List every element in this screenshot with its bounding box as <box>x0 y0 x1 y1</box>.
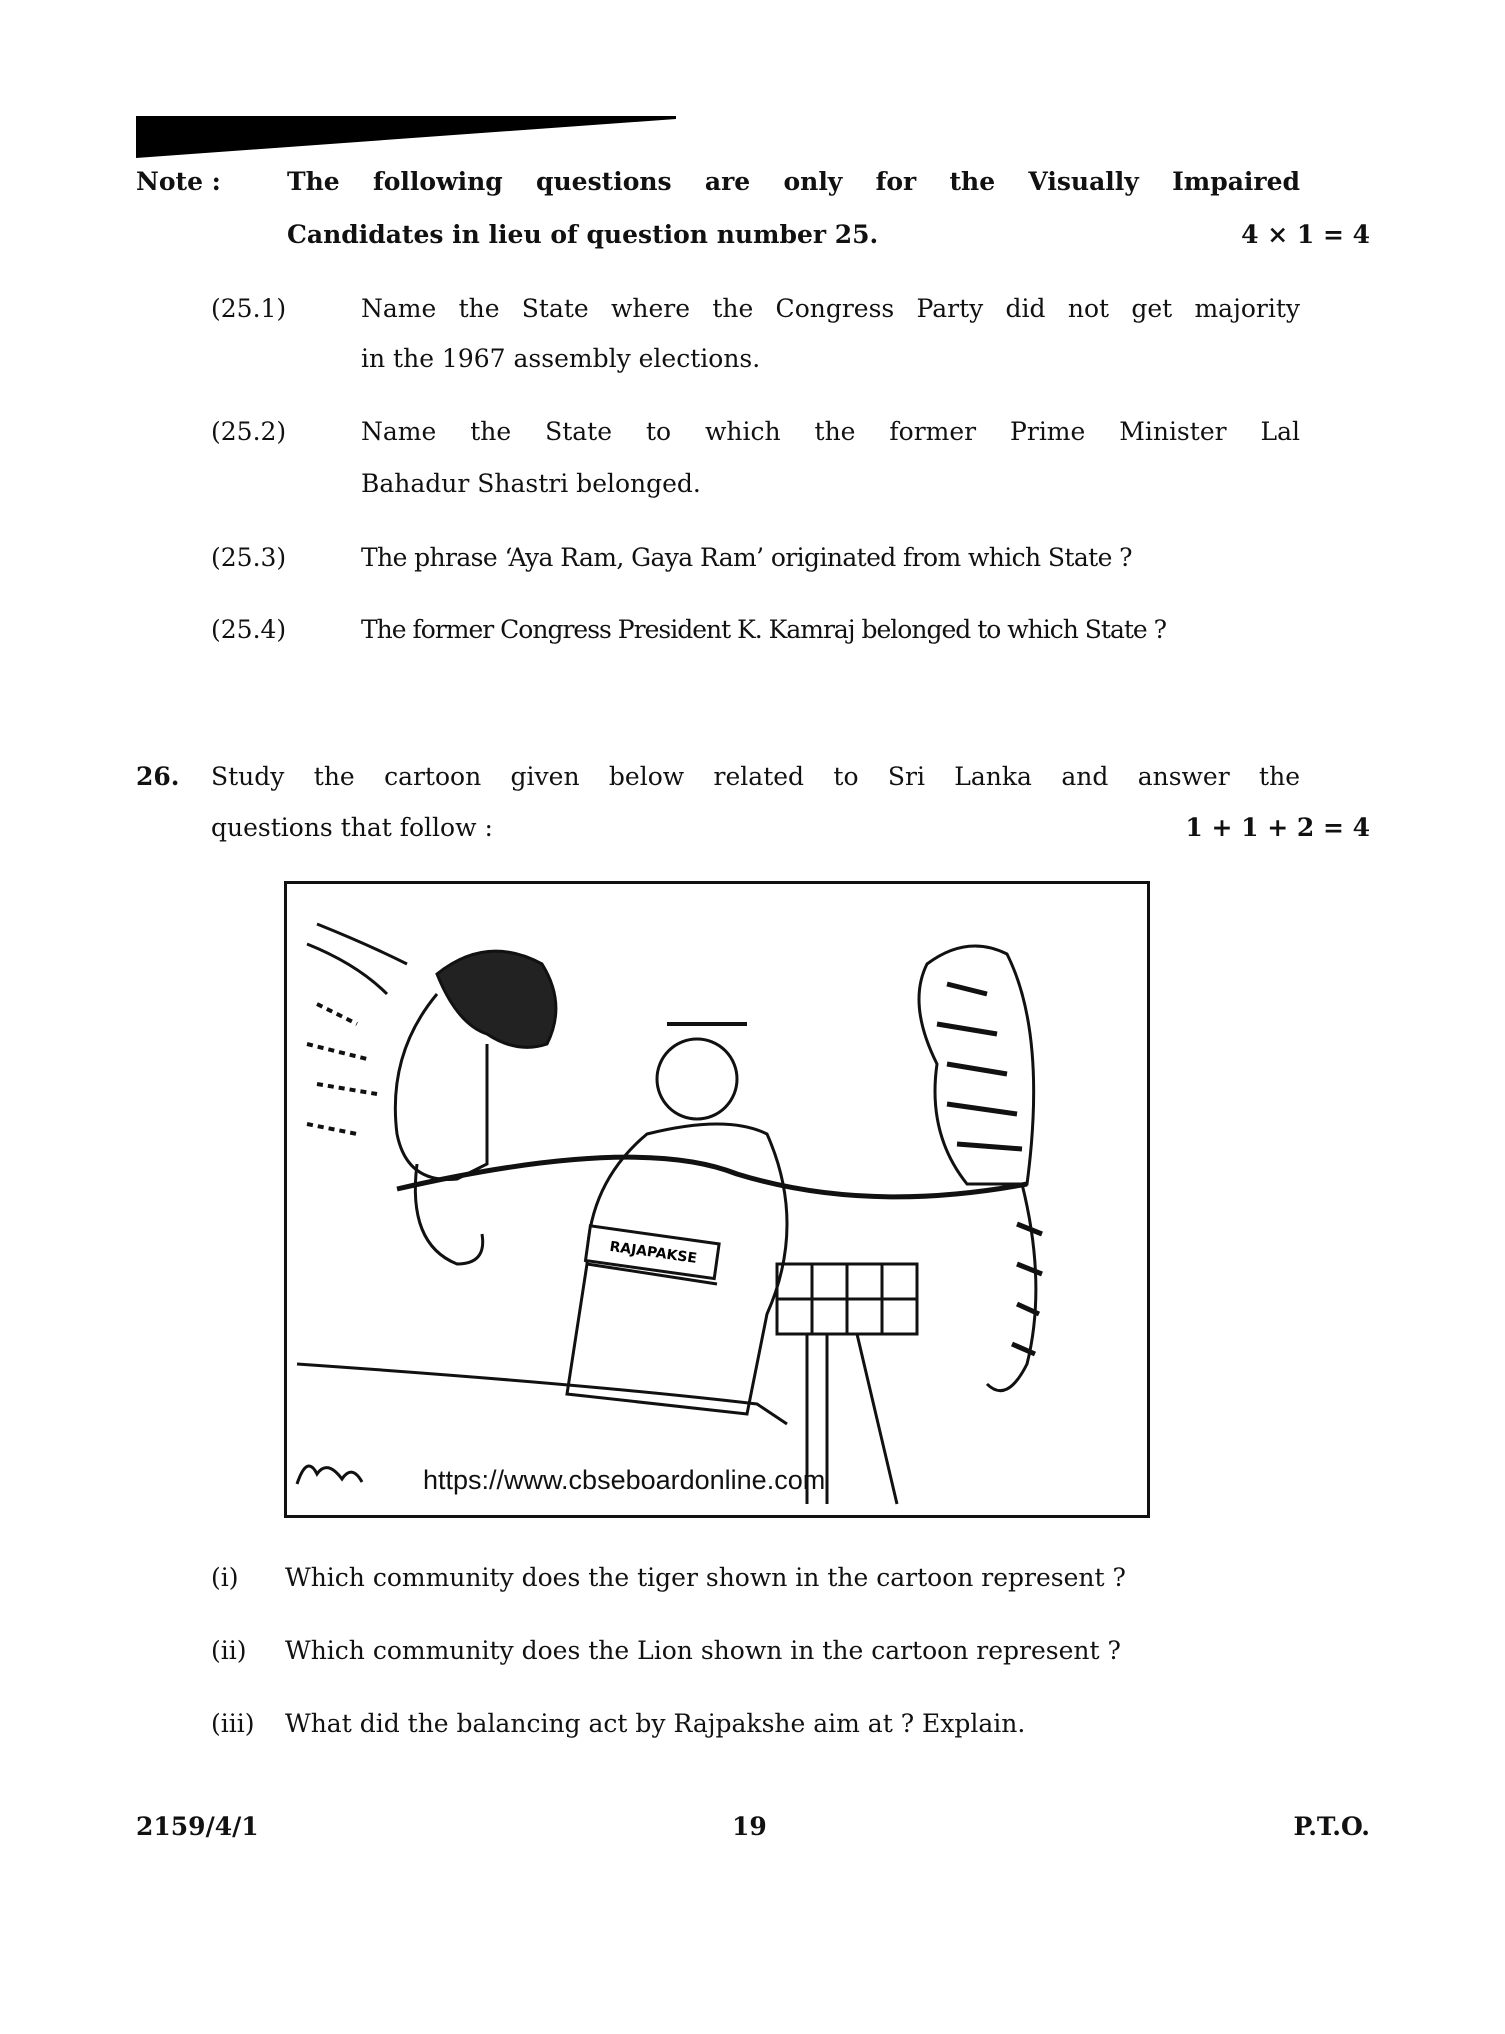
note-label: Note : <box>136 167 221 196</box>
source-url: https://www.cbseboardonline.com <box>423 1465 826 1495</box>
subquestion-number: (i) <box>211 1563 239 1592</box>
question-text: The phrase ‘Aya Ram, Gaya Ram’ originated from which State ? <box>361 543 1132 572</box>
subquestion-text: Which community does the tiger shown in the cartoon represent ? <box>285 1563 1126 1592</box>
subquestion-number: (ii) <box>211 1636 247 1665</box>
note-marks: 4 × 1 = 4 <box>1241 220 1370 249</box>
figure-label: RAJAPAKSE <box>608 1238 698 1267</box>
question-text: The former Congress President K. Kamraj belonged to which State ? <box>361 615 1167 644</box>
question-number: (25.2) <box>211 417 287 446</box>
paper-code: 2159/4/1 <box>136 1812 259 1841</box>
redaction-bar <box>136 116 676 158</box>
question-text: questions that follow : <box>211 813 493 842</box>
note-line-1: The following questions are only for the Visually Impaired <box>287 167 1300 196</box>
question-marks: 1 + 1 + 2 = 4 <box>1185 813 1370 842</box>
question-number: (25.1) <box>211 294 287 323</box>
question-text: Name the State where the Congress Party did not get majority <box>361 294 1300 323</box>
question-text: Bahadur Shastri belonged. <box>361 469 701 498</box>
question-text: Name the State to which the former Prime Minister Lal <box>361 417 1300 446</box>
subquestion-text: Which community does the Lion shown in the cartoon represent ? <box>285 1636 1121 1665</box>
question-number: (25.4) <box>211 615 287 644</box>
subquestion-number: (iii) <box>211 1709 255 1738</box>
question-number: (25.3) <box>211 543 287 572</box>
cartoon-drawing <box>287 884 1147 1515</box>
please-turn-over: P.T.O. <box>1293 1812 1370 1841</box>
subquestion-text: What did the balancing act by Rajpakshe aim at ? Explain. <box>285 1709 1026 1738</box>
note-line-2: Candidates in lieu of question number 25. <box>287 220 879 249</box>
question-number: 26. <box>136 762 180 791</box>
question-text: Study the cartoon given below related to Sri Lanka and answer the <box>211 762 1300 791</box>
cartoonist-signature <box>297 1466 362 1484</box>
question-text: in the 1967 assembly elections. <box>361 344 761 373</box>
cartoon-image <box>284 881 1150 1518</box>
page-number: 19 <box>732 1812 767 1841</box>
